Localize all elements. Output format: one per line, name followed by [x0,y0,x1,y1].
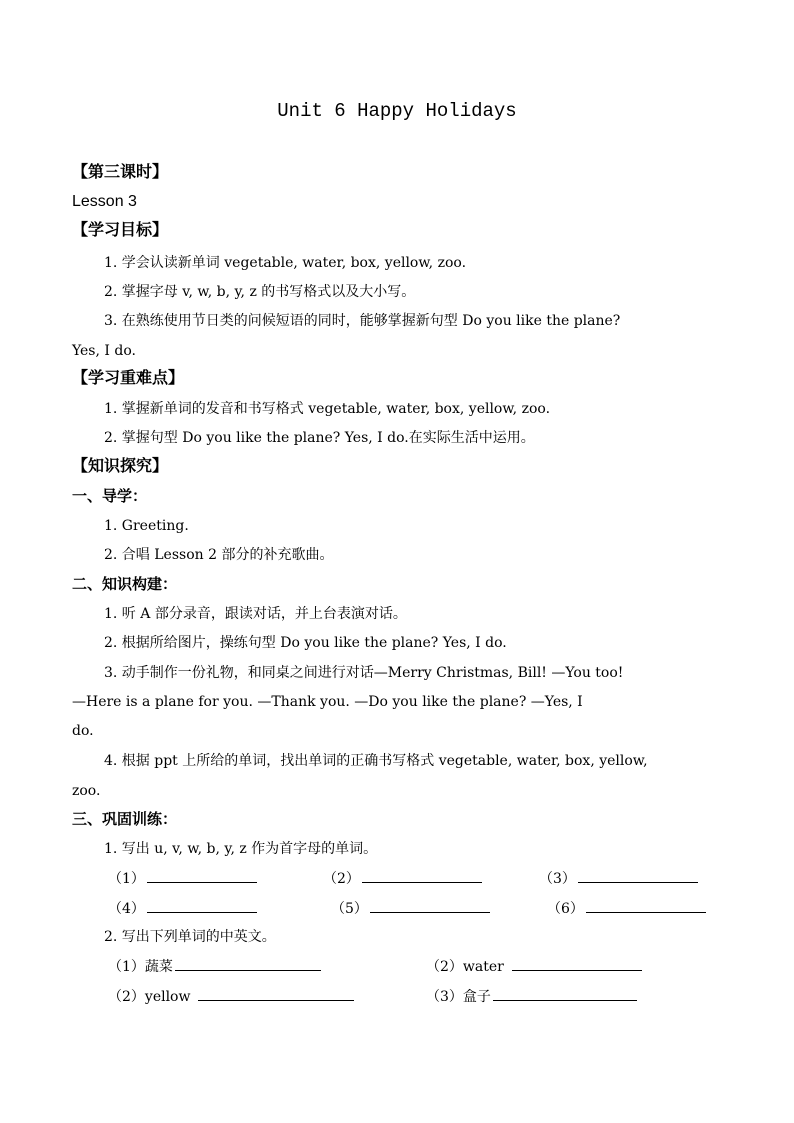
section-1-heading: 一、导学： [72,487,148,505]
blank-1[interactable] [108,868,257,889]
section-2-item-1: 1. 听 A 部分录音，跟读对话，并上台表演对话。 [104,606,407,622]
section-2-item-3-cont-2: do. [72,723,94,739]
translation-4[interactable] [426,986,637,1007]
blank-2-line[interactable] [362,868,482,883]
translation-1-label: （1）蔬菜 [108,959,173,975]
section-1-item-1: 1. Greeting. [104,518,189,534]
section-2-item-3-cont-1: —Here is a plane for you. —Thank you. —Do you like the plane? —Yes, I [72,694,583,710]
blank-6-label: （6） [547,901,584,917]
translation-3[interactable] [108,986,354,1007]
translation-2-line[interactable] [512,956,642,971]
blank-6[interactable] [547,898,706,919]
blank-5[interactable] [331,898,490,919]
translation-4-label: （3）盒子 [426,989,491,1005]
blank-5-label: （5） [331,901,368,917]
exercise-1-prompt: 1. 写出 u, v, w, b, y, z 作为首字母的单词。 [104,841,378,857]
objective-item-2: 2. 掌握字母 v, w, b, y, z 的书写格式以及大小写。 [104,284,416,300]
exercise-2-prompt: 2. 写出下列单词的中英文。 [104,929,276,945]
blank-4-line[interactable] [147,898,257,913]
objectives-heading: 【学习目标】 [72,220,169,239]
blank-1-line[interactable] [147,868,257,883]
section-3-heading: 三、巩固训练： [72,810,178,828]
blank-2[interactable] [323,868,482,889]
explore-heading: 【知识探究】 [72,456,169,475]
blank-2-label: （2） [323,871,360,887]
blank-3-label: （3） [539,871,576,887]
lesson-label: Lesson 3 [72,193,137,210]
translation-3-line[interactable] [198,986,354,1001]
objective-item-3: 3. 在熟练使用节日类的问候短语的同时，能够掌握新句型 Do you like the plane? [104,313,621,329]
blank-3-line[interactable] [578,868,698,883]
objective-item-3-cont: Yes, I do. [72,343,136,359]
blank-4[interactable] [108,898,257,919]
keypoint-item-1: 1. 掌握新单词的发音和书写格式 vegetable, water, box, yellow, zoo. [104,401,551,417]
keypoint-item-2: 2. 掌握句型 Do you like the plane? Yes, I do.在实际生活中运用。 [104,430,535,446]
section-2-heading: 二、知识构建： [72,575,178,593]
blank-6-line[interactable] [586,898,706,913]
translation-3-label: （2）yellow [108,989,191,1005]
blank-4-label: （4） [108,901,145,917]
keypoints-heading: 【学习重难点】 [72,368,185,387]
page-title: Unit 6 Happy Holidays [277,100,517,122]
translation-2[interactable] [426,956,642,977]
lesson-tag: 【第三课时】 [72,162,169,181]
translation-1-line[interactable] [175,956,321,971]
translation-2-label: （2）water [426,959,504,975]
blank-3[interactable] [539,868,698,889]
section-1-item-2: 2. 合唱 Lesson 2 部分的补充歌曲。 [104,547,334,563]
objective-item-1: 1. 学会认读新单词 vegetable, water, box, yellow, zoo. [104,255,467,271]
translation-4-line[interactable] [493,986,637,1001]
blank-5-line[interactable] [370,898,490,913]
translation-1[interactable] [108,956,321,977]
section-2-item-3: 3. 动手制作一份礼物，和同桌之间进行对话—Merry Christmas, Bill! —You too! [104,665,624,681]
section-2-item-4-cont: zoo. [72,783,101,799]
section-2-item-4: 4. 根据 ppt 上所给的单词，找出单词的正确书写格式 vegetable, water, box, yellow, [104,753,648,769]
section-2-item-2: 2. 根据所给图片，操练句型 Do you like the plane? Yes, I do. [104,635,507,651]
blank-1-label: （1） [108,871,145,887]
